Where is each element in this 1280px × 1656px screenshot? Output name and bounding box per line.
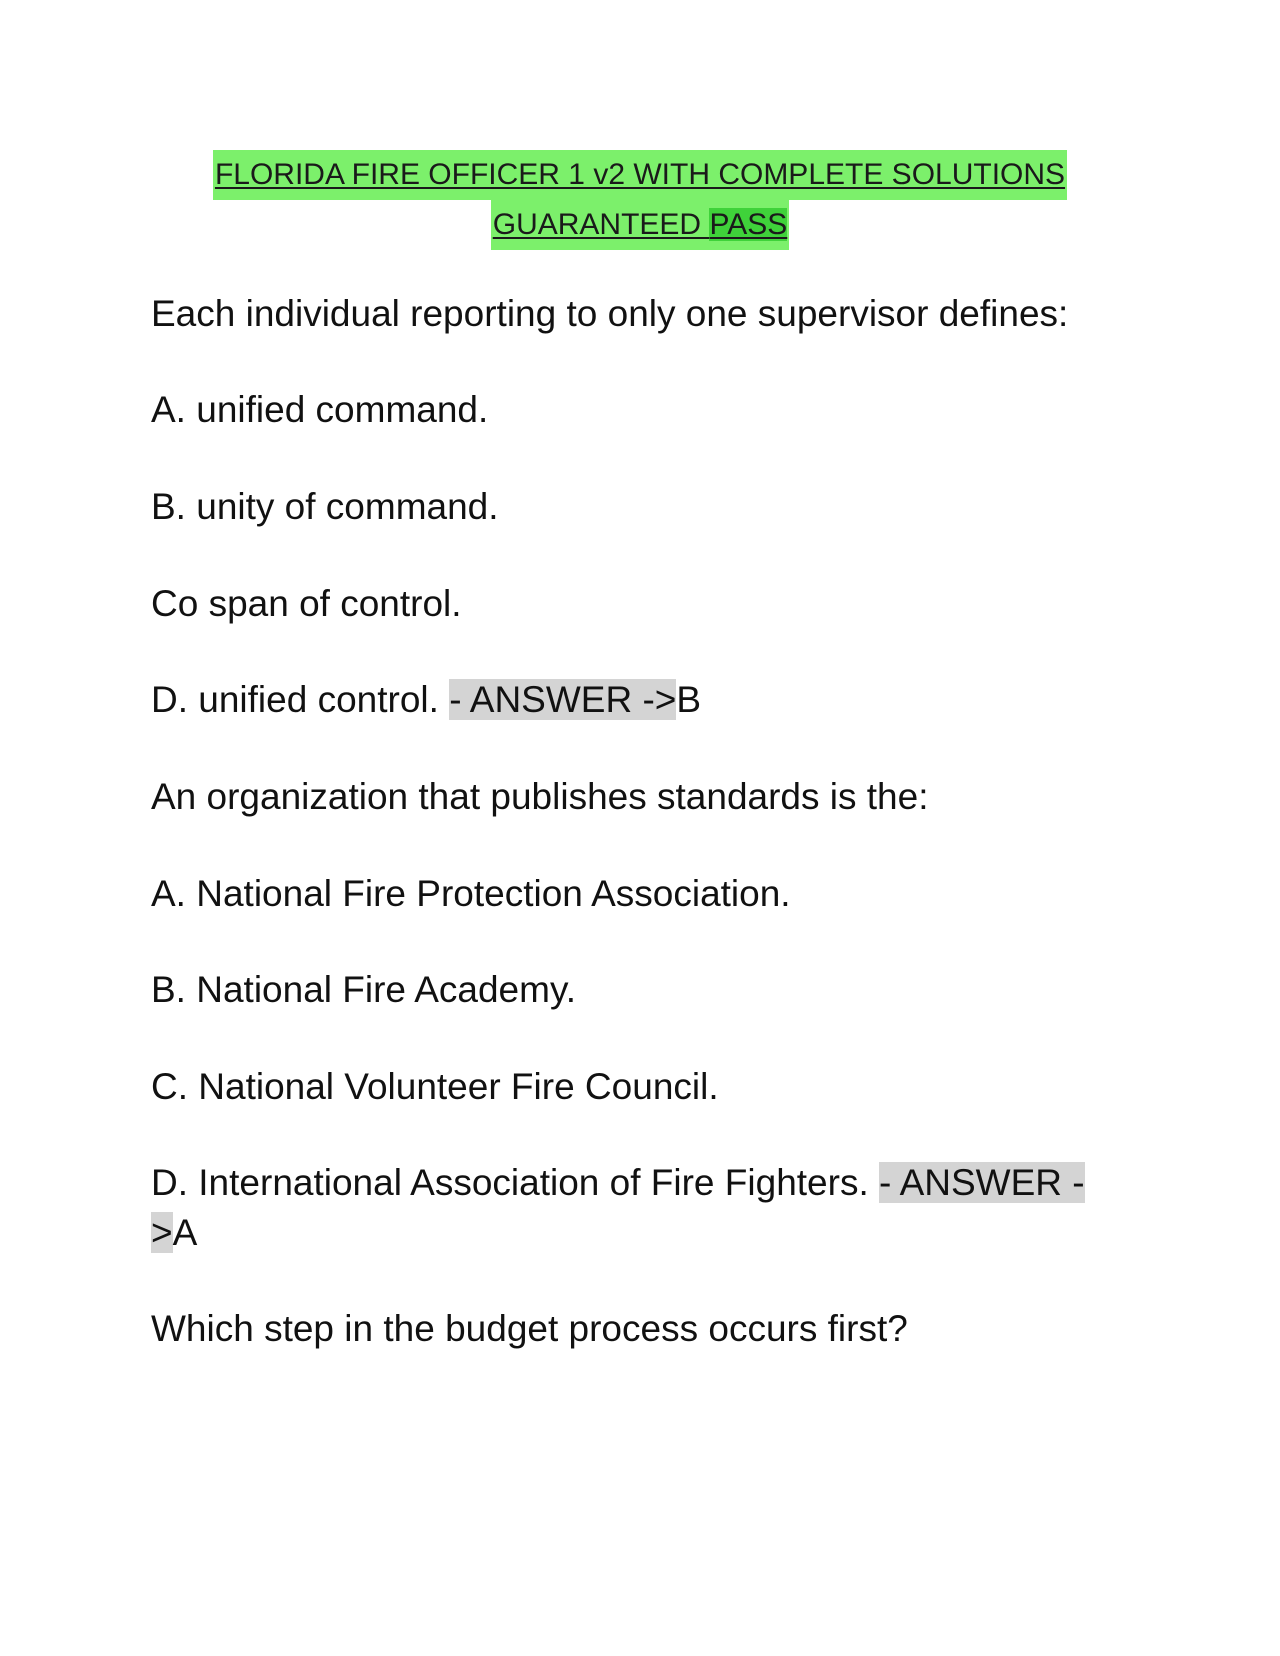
title-pass: PASS: [709, 208, 788, 241]
question-2-option-d: [151, 1157, 1151, 1208]
question-1-option-c: Co span of control.: [151, 583, 462, 624]
question-1-option-d-text: D. unified control.: [151, 679, 450, 720]
question-1-answer-marker: - ANSWER ->: [449, 679, 677, 720]
question-1-answer-letter: B: [676, 679, 702, 720]
question-2-answer-letter: A: [172, 1212, 198, 1253]
question-1-stem: Each individual reporting to only one supervisor defines:: [151, 293, 1069, 334]
question-2-option-b: B. National Fire Academy.: [151, 969, 576, 1010]
question-2-stem: An organization that publishes standards is the:: [151, 776, 929, 817]
title-line-2: [491, 200, 790, 250]
question-2-answer-wrap: [151, 1207, 197, 1258]
title-guaranteed: GUARANTEED: [492, 208, 710, 241]
question-1-option-d: [151, 674, 1151, 725]
title-line-1: FLORIDA FIRE OFFICER 1 v2 WITH COMPLETE SOLUTIONS: [213, 150, 1067, 200]
document-title: [0, 150, 1280, 250]
question-2-option-d-text: D. International Association of Fire Fighters.: [151, 1162, 880, 1203]
question-3-stem: Which step in the budget process occurs first?: [151, 1308, 908, 1349]
question-2-answer-marker-2: >: [151, 1212, 173, 1253]
question-2-answer-marker-1: - ANSWER -: [879, 1162, 1085, 1203]
question-1-option-a: A. unified command.: [151, 389, 489, 430]
question-1-option-b: B. unity of command.: [151, 486, 499, 527]
question-2-option-a: A. National Fire Protection Association.: [151, 873, 791, 914]
question-2-option-c: C. National Volunteer Fire Council.: [151, 1066, 719, 1107]
